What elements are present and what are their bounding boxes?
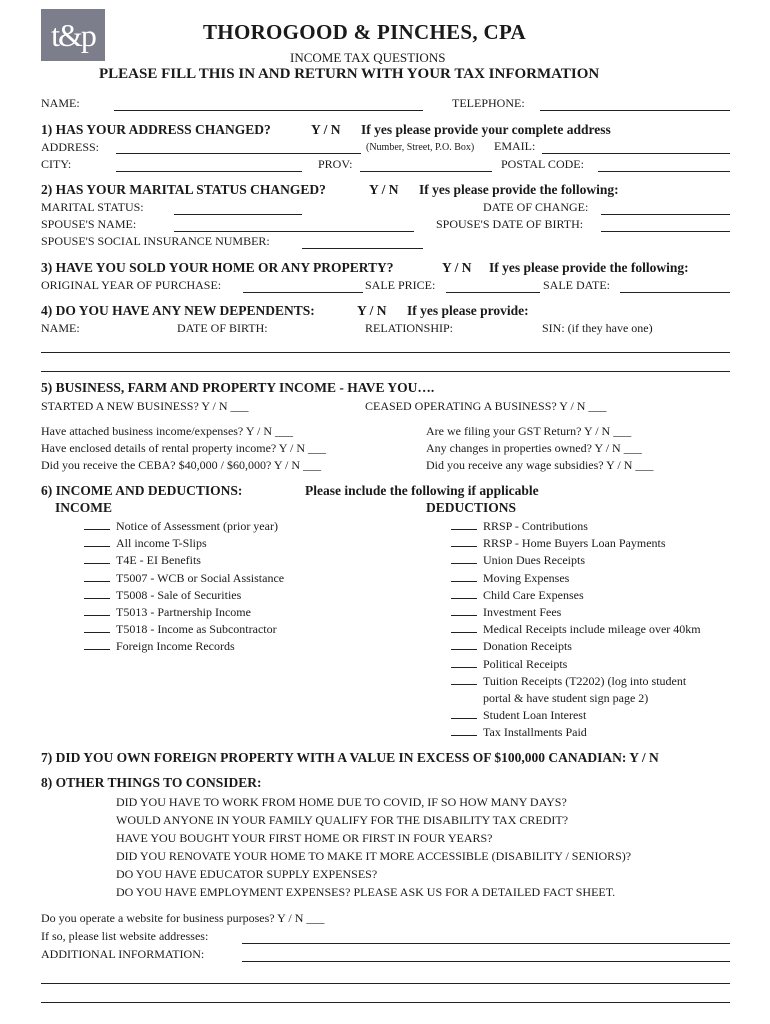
checkbox-blank[interactable] (451, 623, 477, 633)
name-field[interactable] (114, 110, 423, 111)
q5-left-item[interactable]: Have enclosed details of rental property income? Y / N ___ (41, 441, 327, 455)
q4-yes-no[interactable]: Y / N (357, 303, 387, 318)
q6-note: Please include the following if applicable (305, 483, 539, 498)
sale-date-label: SALE DATE: (543, 278, 610, 292)
checkbox-blank[interactable] (451, 554, 477, 564)
website-question[interactable]: Do you operate a website for business purposes? Y / N ___ (41, 911, 325, 925)
q5-right-item[interactable]: Are we filing your GST Return? Y / N ___ (426, 424, 632, 438)
checkbox-blank[interactable] (84, 606, 110, 616)
income-item-label: T5007 - WCB or Social Assistance (116, 570, 285, 585)
deduction-item[interactable] (451, 639, 701, 656)
checkbox-blank[interactable] (451, 658, 477, 668)
form-subtitle: INCOME TAX QUESTIONS (290, 50, 446, 65)
deduction-item-label: Investment Fees (483, 604, 562, 619)
postal-code-field[interactable] (598, 171, 730, 172)
deduction-item[interactable] (451, 657, 701, 674)
q8-item: DID YOU HAVE TO WORK FROM HOME DUE TO COVID, IF SO HOW MANY DAYS? (116, 795, 567, 809)
telephone-field[interactable] (540, 110, 730, 111)
income-item[interactable] (84, 639, 284, 656)
income-item-label: Foreign Income Records (116, 639, 235, 654)
q5-left-item[interactable]: Have attached business income/expenses? Y / N ___ (41, 424, 294, 438)
q5-left-item[interactable]: Did you receive the CEBA? $40,000 / $60,000? Y / N ___ (41, 458, 322, 472)
purchase-year-field[interactable] (243, 292, 363, 293)
marital-status-field[interactable] (174, 214, 302, 215)
email-label: EMAIL: (494, 139, 536, 153)
q2-note: If yes please provide the following: (419, 182, 619, 197)
q8-item: HAVE YOU BOUGHT YOUR FIRST HOME OR FIRST IN FOUR YEARS? (116, 831, 493, 845)
postal-code-label: POSTAL CODE: (501, 157, 584, 171)
checkbox-blank[interactable] (451, 640, 477, 650)
dependent-name-column: NAME: (41, 321, 80, 335)
deduction-item[interactable] (451, 674, 701, 691)
q8-question: 8) OTHER THINGS TO CONSIDER: (41, 775, 262, 790)
q1-note: If yes please provide your complete address (361, 122, 611, 137)
deductions-header: DEDUCTIONS (426, 500, 517, 515)
deduction-item-label: Donation Receipts (483, 639, 572, 654)
sale-price-field[interactable] (446, 292, 540, 293)
checkbox-blank[interactable] (84, 572, 110, 582)
q2-question: 2) HAS YOUR MARITAL STATUS CHANGED? (41, 182, 326, 197)
city-label: CITY: (41, 157, 72, 171)
q6-question: 6) INCOME AND DEDUCTIONS: (41, 483, 243, 498)
income-item-label: T5013 - Partnership Income (116, 604, 251, 619)
purchase-year-label: ORIGINAL YEAR OF PURCHASE: (41, 278, 222, 292)
deduction-item[interactable] (451, 536, 701, 553)
spouse-dob-field[interactable] (601, 231, 730, 232)
q2-yes-no[interactable]: Y / N (369, 182, 399, 197)
q3-yes-no[interactable]: Y / N (442, 260, 472, 275)
address-hint: (Number, Street, P.O. Box) (366, 142, 475, 153)
additional-info-label: ADDITIONAL INFORMATION: (41, 947, 205, 961)
q3-note: If yes please provide the following: (489, 260, 689, 275)
deduction-item[interactable] (451, 553, 701, 570)
q5-right-item[interactable]: Did you receive any wage subsidies? Y / N ___ (426, 458, 654, 472)
checkbox-blank[interactable] (84, 623, 110, 633)
dependent-dob-column: DATE OF BIRTH: (177, 321, 268, 335)
q8-item: DID YOU RENOVATE YOUR HOME TO MAKE IT MORE ACCESSIBLE (DISABILITY / SENIORS)? (116, 849, 632, 863)
deduction-item[interactable] (451, 588, 701, 605)
q1-yes-no[interactable]: Y / N (311, 122, 341, 137)
telephone-label: TELEPHONE: (452, 96, 525, 110)
deduction-item-label: RRSP - Contributions (483, 519, 588, 533)
q4-note: If yes please provide: (407, 303, 529, 318)
address-field[interactable] (116, 153, 361, 154)
income-item[interactable] (84, 571, 284, 588)
checkbox-blank[interactable] (451, 537, 477, 547)
q1-question: 1) HAS YOUR ADDRESS CHANGED? (41, 122, 271, 137)
income-item[interactable] (84, 605, 284, 622)
deduction-item-label: Tuition Receipts (T2202) (log into student (483, 673, 687, 688)
income-item-label: All income T-Slips (116, 536, 207, 551)
spouse-sin-label: SPOUSE'S SOCIAL INSURANCE NUMBER: (41, 234, 270, 248)
income-list (84, 519, 284, 657)
income-item-label: Notice of Assessment (prior year) (116, 519, 278, 533)
q3-question: 3) HAVE YOU SOLD YOUR HOME OR ANY PROPERTY? (41, 260, 394, 275)
q7-question[interactable]: 7) DID YOU OWN FOREIGN PROPERTY WITH A VALUE IN EXCESS OF $100,000 CANADIAN: Y / N (41, 750, 659, 765)
income-item-label: T5018 - Income as Subcontractor (116, 622, 277, 637)
income-item[interactable] (84, 588, 284, 605)
q8-list (116, 795, 631, 903)
website-list-field[interactable] (242, 943, 730, 944)
spouse-name-field[interactable] (174, 231, 414, 232)
checkbox-blank[interactable] (84, 640, 110, 650)
spouse-name-label: SPOUSE'S NAME: (41, 217, 137, 231)
dependent-sin-column: SIN: (if they have one) (542, 321, 653, 335)
checkbox-blank[interactable] (451, 572, 477, 582)
form-instruction: PLEASE FILL THIS IN AND RETURN WITH YOUR TAX INFORMATION (99, 66, 600, 82)
deduction-item-label: Moving Expenses (483, 570, 570, 585)
prov-field[interactable] (360, 171, 492, 172)
dependent-row-2[interactable] (41, 371, 730, 372)
checkbox-blank[interactable] (451, 520, 477, 530)
deduction-item-label: portal & have student sign page 2) (483, 690, 649, 705)
deduction-item[interactable] (451, 725, 701, 742)
firm-logo: t&p (41, 9, 105, 61)
income-item[interactable] (84, 519, 284, 536)
additional-info-line-2[interactable] (41, 983, 730, 984)
name-label: NAME: (41, 96, 80, 110)
deduction-item-continuation (451, 691, 701, 708)
sale-date-field[interactable] (620, 292, 730, 293)
checkbox-blank[interactable] (451, 589, 477, 599)
income-item[interactable] (84, 553, 284, 570)
deductions-list (451, 519, 701, 742)
deduction-item-label: RRSP - Home Buyers Loan Payments (483, 536, 666, 551)
additional-info-line-3[interactable] (41, 1002, 730, 1003)
spouse-sin-field[interactable] (302, 248, 423, 249)
date-of-change-label: DATE OF CHANGE: (483, 200, 589, 214)
additional-info-field[interactable] (242, 961, 730, 962)
sale-price-label: SALE PRICE: (365, 278, 436, 292)
deduction-item[interactable] (451, 708, 701, 725)
income-item[interactable] (84, 536, 284, 553)
started-business-question[interactable]: STARTED A NEW BUSINESS? Y / N ___ (41, 399, 249, 413)
income-item-label: T4E - EI Benefits (116, 553, 201, 568)
city-field[interactable] (116, 171, 302, 172)
firm-name: THOROGOOD & PINCHES, CPA (203, 20, 526, 44)
marital-status-label: MARITAL STATUS: (41, 200, 144, 214)
deduction-item-label: Student Loan Interest (483, 708, 587, 723)
website-list-label: If so, please list website addresses: (41, 929, 209, 943)
prov-label: PROV: (318, 157, 353, 171)
checkbox-blank[interactable] (84, 589, 110, 599)
deduction-item[interactable] (451, 622, 701, 639)
checkbox-blank[interactable] (451, 675, 477, 685)
deduction-item[interactable] (451, 519, 701, 536)
checkbox-blank[interactable] (84, 520, 110, 530)
deduction-item-label: Child Care Expenses (483, 587, 584, 602)
q5-question: 5) BUSINESS, FARM AND PROPERTY INCOME - HAVE YOU…. (41, 380, 435, 395)
deduction-item-label: Political Receipts (483, 656, 568, 671)
deduction-item-label: Medical Receipts include mileage over 40km (483, 622, 701, 637)
q8-item: WOULD ANYONE IN YOUR FAMILY QUALIFY FOR THE DISABILITY TAX CREDIT? (116, 813, 569, 827)
spouse-dob-label: SPOUSE'S DATE OF BIRTH: (436, 217, 584, 231)
deduction-item-label: Union Dues Receipts (483, 553, 585, 568)
email-field[interactable] (542, 153, 730, 154)
checkbox-blank[interactable] (451, 606, 477, 616)
q8-item: DO YOU HAVE EMPLOYMENT EXPENSES? PLEASE ASK US FOR A DETAILED FACT SHEET. (116, 885, 616, 899)
deduction-item-label: Tax Installments Paid (483, 725, 587, 740)
checkbox-blank[interactable] (451, 726, 477, 736)
dependent-relationship-column: RELATIONSHIP: (365, 321, 454, 335)
q5-right-item[interactable]: Any changes in properties owned? Y / N ___ (426, 441, 642, 455)
income-item-label: T5008 - Sale of Securities (116, 587, 242, 602)
income-item[interactable] (84, 622, 284, 639)
checkbox-blank[interactable] (84, 537, 110, 547)
checkbox-blank[interactable] (451, 709, 477, 719)
income-header: INCOME (55, 500, 112, 515)
dependent-row-1[interactable] (41, 352, 730, 353)
ceased-business-question[interactable]: CEASED OPERATING A BUSINESS? Y / N ___ (365, 399, 607, 413)
address-label: ADDRESS: (41, 140, 100, 154)
q8-item: DO YOU HAVE EDUCATOR SUPPLY EXPENSES? (116, 867, 378, 881)
q4-question: 4) DO YOU HAVE ANY NEW DEPENDENTS: (41, 303, 315, 318)
deduction-item[interactable] (451, 571, 701, 588)
checkbox-blank[interactable] (84, 554, 110, 564)
deduction-item[interactable] (451, 605, 701, 622)
date-of-change-field[interactable] (601, 214, 730, 215)
